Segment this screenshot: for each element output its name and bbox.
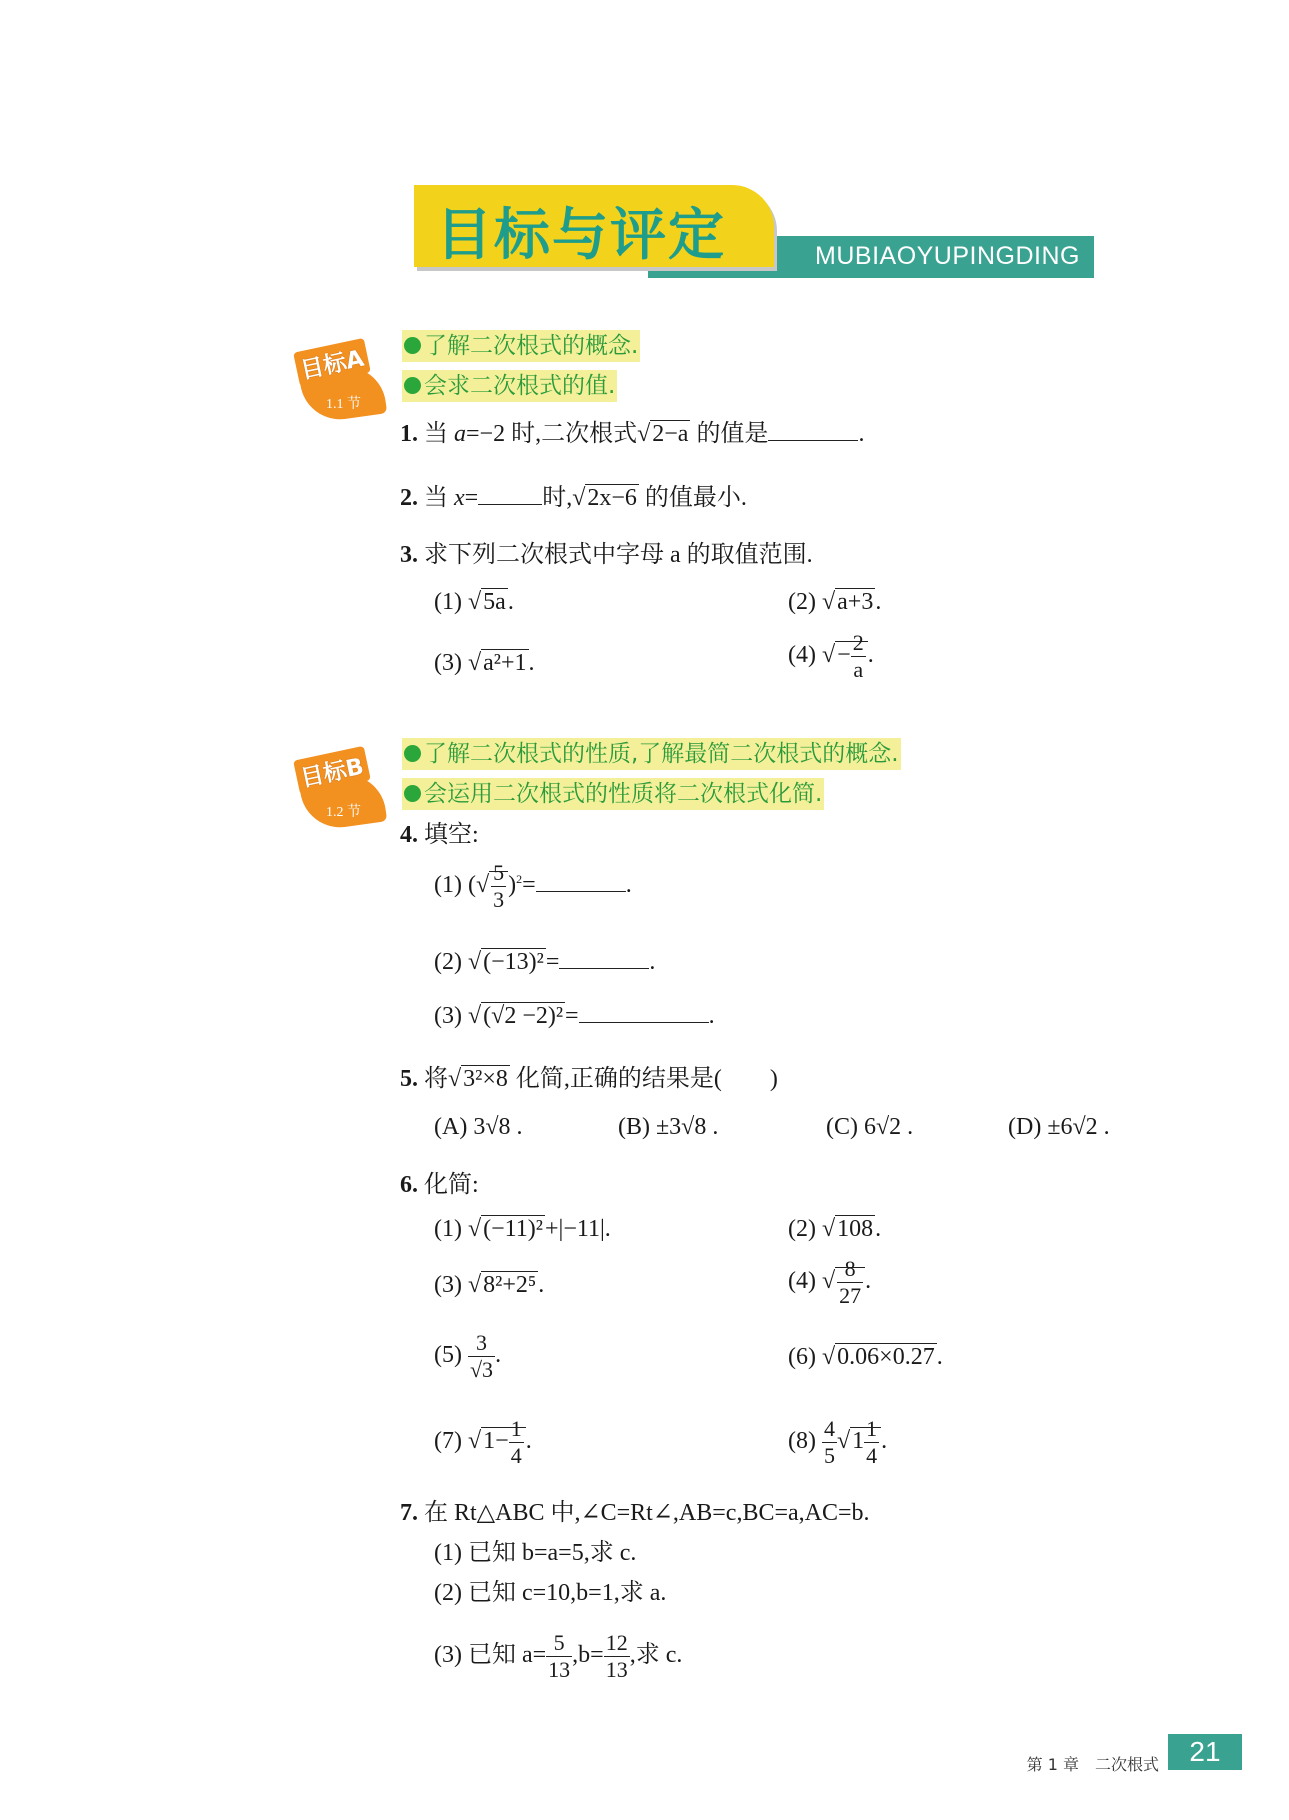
question-6-part-8: (8) $\frac{4}{5}$ √1 $\frac{1}{4}$ . [788,1416,888,1468]
answer-blank[interactable] [559,944,649,969]
question-6-part-4: (4) √ $\frac{8}{27}$ . [788,1256,872,1308]
question-6-part-1: (1) √(−11)²+|−11|. [434,1216,611,1242]
question-3-part-2: (2) √a+3. [788,589,882,615]
question-1: 1. 当 a=−2 时,二次根式√2−a 的值是 . [400,416,864,451]
question-6-part-3: (3) √8²+2⁵. [434,1272,545,1298]
question-7-part-3: (3) 已知 a= $\frac{5}{13}$ ,b= $\frac{12}{13}$ ,求 c. [434,1630,683,1682]
question-6-part-6: (6) √0.06×0.27. [788,1344,943,1370]
choice-a[interactable]: (A) 3√8 . [434,1114,523,1140]
question-4-part-3: (3) √(√2 −2)²= . [434,998,715,1033]
choice-c[interactable]: (C) 6√2 . [826,1114,914,1140]
question-7: 7. 在 Rt△ABC 中,∠C=Rt∠,AB=c,BC=a,AC=b. [400,1500,870,1526]
target-a-label: 目标A [293,338,371,387]
answer-blank[interactable] [579,998,709,1023]
target-b-label: 目标B [293,746,370,795]
target-b-goal-2: 会运用二次根式的性质将二次根式化简. [402,778,824,810]
bullet-dot-icon [404,377,421,394]
choice-d[interactable]: (D) ±6√2 . [1008,1114,1110,1140]
question-6: 6. 化简: [400,1172,479,1198]
target-a-goal-1: 了解二次根式的概念. [402,330,640,362]
question-6-part-7: (7) √1− $\frac{1}{4}$ . [434,1416,532,1468]
question-5: 5. 将√3²×8 化简,正确的结果是( ) [400,1066,778,1092]
page-number: 21 [1168,1734,1242,1770]
question-3: 3. 求下列二次根式中字母 a 的取值范围. [400,542,813,568]
question-3-part-3: (3) √a²+1. [434,650,535,676]
question-6-part-2: (2) √108. [788,1216,882,1242]
answer-blank[interactable] [478,480,542,505]
question-3-part-1: (1) √5a. [434,589,514,615]
answer-blank[interactable] [768,416,858,441]
question-3-part-4: (4) √− $\frac{2}{a}$ . [788,630,874,682]
question-2: 2. 当 x= 时,√2x−6 的值最小. [400,480,747,515]
question-4: 4. 填空: [400,822,479,848]
question-7-part-1: (1) 已知 b=a=5,求 c. [434,1540,637,1566]
header-title-tab [414,185,774,267]
target-a-goal-2: 会求二次根式的值. [402,370,617,402]
question-6-part-5: (5) $\frac{3}{√3}$ . [434,1330,502,1382]
choice-b[interactable]: (B) ±3√8 . [618,1114,719,1140]
target-a-badge [296,345,382,425]
target-b-goal-1: 了解二次根式的性质,了解最简二次根式的概念. [402,738,901,770]
question-4-part-1: (1) (√ $\frac{5}{3}$ )$^2$= . [434,860,632,912]
question-4-part-2: (2) √(−13)²= . [434,944,655,979]
target-b-section: 1.2 节 [326,805,361,820]
chapter-footer: 第 1 章 二次根式 [1026,1755,1159,1774]
answer-blank[interactable] [536,867,626,892]
bullet-dot-icon [404,337,421,354]
page-title: 目标与评定 [436,203,726,268]
target-a-section: 1.1 节 [326,397,361,412]
header-subtitle: MUBIAOYUPINGDING [815,242,1080,270]
target-b-badge [296,753,382,833]
bullet-dot-icon [404,745,421,762]
question-7-part-2: (2) 已知 c=10,b=1,求 a. [434,1580,667,1606]
bullet-dot-icon [404,785,421,802]
